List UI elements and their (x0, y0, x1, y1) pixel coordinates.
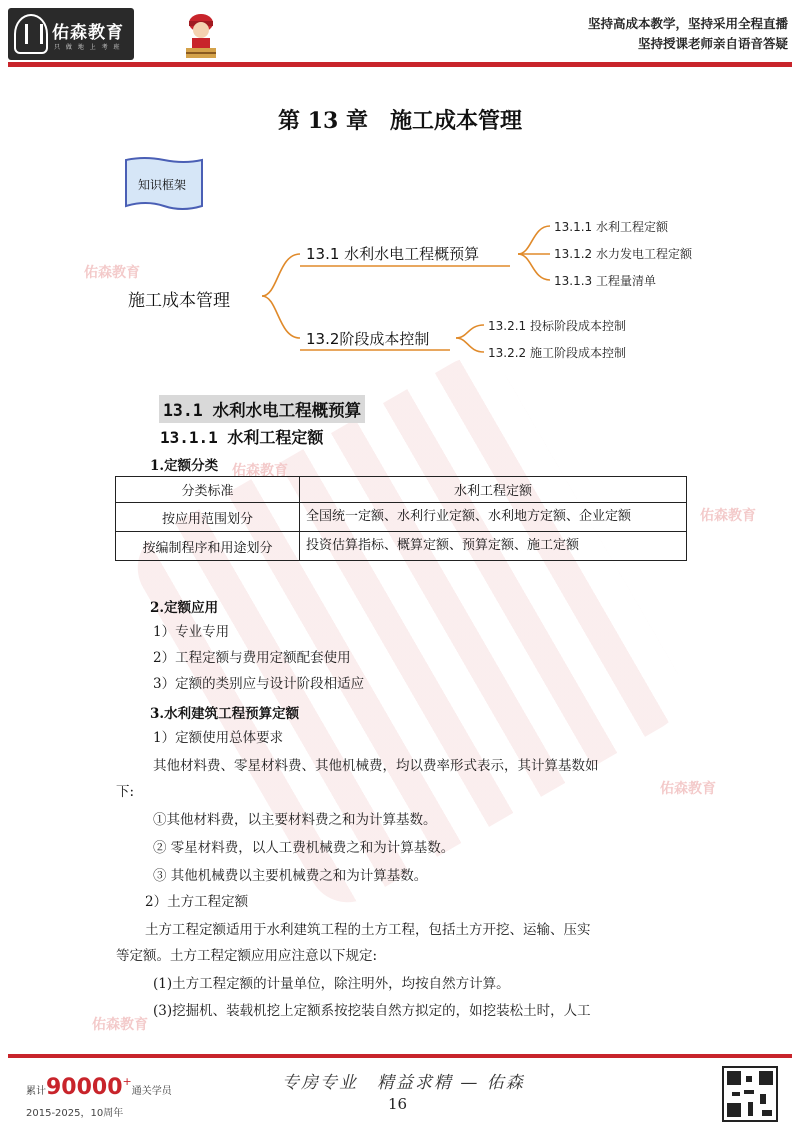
table-cell: 按应用范围划分 (116, 503, 300, 532)
student-count-value: 90000 (46, 1075, 123, 1100)
qr-code-icon (722, 1066, 778, 1122)
watermark-text: 佑森教育 (232, 463, 288, 479)
header-slogan-1: 坚持高成本教学，坚持采用全程直播 (587, 16, 788, 31)
watermark-text: 佑森教育 (84, 265, 140, 281)
list-item: 1）定额使用总体要求 (153, 730, 284, 746)
list-item: 1）专业专用 (153, 624, 230, 640)
subheading-quota-application: 2.定额应用 (150, 600, 219, 616)
footer-divider (8, 1054, 792, 1058)
anniversary-text: 2015-2025，10周年 (26, 1108, 124, 1119)
brand-logo-text: 佑森教育 (52, 23, 124, 43)
paragraph-line: (3)挖掘机、装载机挖上定额系按挖装自然方拟定的，如挖装松土时，人工 (153, 1003, 591, 1019)
student-count-prefix: 累计 (26, 1086, 46, 1097)
paragraph-line: (1)土方工程定额的计量单位，除注明外，均按自然方计算。 (153, 976, 510, 992)
watermark-text: 佑森教育 (92, 1017, 148, 1033)
paragraph-line: 等定额。土方工程定额应用应注意以下规定: (116, 948, 378, 964)
list-item: 2）工程定额与费用定额配套使用 (153, 650, 351, 666)
brand-logo-subtext: 只 做 地 上 考 班 (54, 44, 122, 51)
mindmap-root: 施工成本管理 (128, 291, 230, 311)
table-cell: 全国统一定额、水利行业定额、水利地方定额、企业定额 (300, 503, 687, 532)
table-header-cell: 水利工程定额 (300, 477, 687, 503)
watermark-text: 佑森教育 (700, 508, 756, 524)
watermark-text: 佑森教育 (660, 781, 716, 797)
table-header-cell: 分类标准 (116, 477, 300, 503)
mindmap-leaf-13-1-2: 13.1.2 水力发电工程定额 (554, 247, 692, 261)
knowledge-frame-label: 知识框架 (138, 178, 187, 192)
student-count-suffix: 通关学员 (131, 1086, 172, 1097)
subheading-quota-classification: 1.定额分类 (150, 458, 219, 474)
table-cell: 投资估算指标、概算定额、预算定额、施工定额 (300, 532, 687, 561)
header-slogans (588, 14, 788, 54)
chapter-title: 第 13 章 施工成本管理 (278, 108, 522, 134)
header-slogan-2: 坚持授课老师亲自语音答疑 (637, 36, 788, 51)
mindmap-branch-1: 13.1 水利水电工程概预算 (306, 245, 480, 263)
list-item: 3）定额的类别应与设计阶段相适应 (153, 676, 365, 692)
student-count-badge (26, 1075, 172, 1100)
table-row (116, 503, 687, 532)
paragraph-line: 其他材料费、零星材料费、其他机械费，均以费率形式表示，其计算基数如 (153, 758, 599, 774)
header-divider (8, 62, 792, 67)
list-item: 2）土方工程定额 (145, 894, 249, 910)
footer-motto: 专房专业 精益求精 — 佑森 (282, 1073, 525, 1093)
table-header-row (116, 477, 687, 503)
section-heading-13-1-1: 13.1.1 水利工程定额 (160, 428, 324, 447)
page-number: 16 (388, 1095, 408, 1113)
table-row (116, 532, 687, 561)
list-item: ② 零星材料费，以人工费机械费之和为计算基数。 (153, 840, 455, 856)
mindmap-leaf-13-2-2: 13.2.2 施工阶段成本控制 (488, 346, 626, 360)
page-header (0, 0, 800, 68)
list-item: ③ 其他机械费以主要机械费之和为计算基数。 (153, 868, 428, 884)
paragraph-line: 土方工程定额适用于水利建筑工程的土方工程，包括土方开挖、运输、压实 (145, 922, 591, 938)
table-cell: 按编制程序和用途划分 (116, 532, 300, 561)
brand-logo-mark-icon (14, 14, 48, 54)
list-item: ①其他材料费，以主要材料费之和为计算基数。 (153, 812, 437, 828)
mindmap-leaf-13-1-3: 13.1.3 工程量清单 (554, 274, 656, 288)
mascot-icon (180, 10, 222, 60)
mindmap-branch-2: 13.2阶段成本控制 (306, 330, 430, 348)
student-count-plus: + (122, 1075, 132, 1088)
brand-logo (8, 8, 134, 60)
mindmap-leaf-13-1-1: 13.1.1 水利工程定额 (554, 220, 668, 234)
quota-classification-table (115, 476, 687, 561)
subheading-budget-quota: 3.水利建筑工程预算定额 (150, 706, 300, 722)
paragraph-line: 下: (116, 784, 135, 800)
section-heading-13-1: 13.1 水利水电工程概预算 (159, 395, 365, 423)
mindmap-leaf-13-2-1: 13.2.1 投标阶段成本控制 (488, 319, 626, 333)
